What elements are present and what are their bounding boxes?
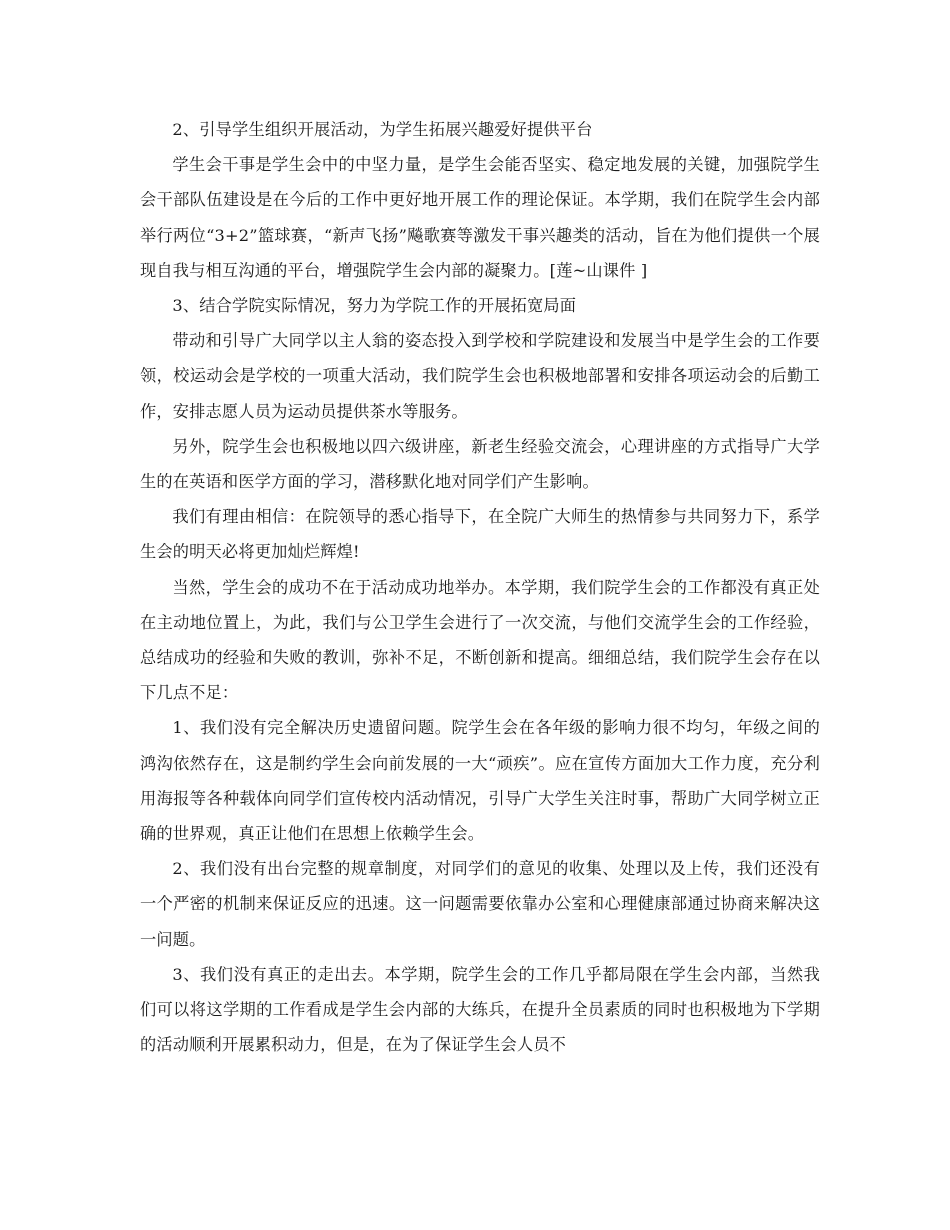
section-heading-2: 2、引导学生组织开展活动，为学生拓展兴趣爱好提供平台 [172,120,593,139]
paragraph-sports-meeting: 带动和引导广大同学以主人翁的姿态投入到学校和学院建设和发展当中是学生会的工作要领，校运动会是学校的一项重大活动，我们院学生会也积极地部署和安排各项运动会的后勤工作，安排志愿人员为运动员提供茶水等服务。 [140,331,820,421]
paragraph-shortcoming-3: 3、我们没有真正的走出去。本学期，院学生会的工作几乎都局限在学生会内部，当然我们可以将这学期的工作看成是学生会内部的大练兵，在提升全员素质的同时也积极地为下学期的活动顺利开展累积动力，但是，在为了保证学生会人员不 [140,964,820,1055]
paragraph-cadre-building: 学生会干事是学生会中的中坚力量，是学生会能否坚实、稳定地发展的关键，加强院学生会干部队伍建设是在今后的工作中更好地开展工作的理论保证。本学期，我们在院学生会内部举行两位“3+2”篮球赛，“新声飞扬”飚歌赛等激发干事兴趣类的活动，旨在为他们提供一个展现自我与相互沟通的平台，增强院学生会内部的凝聚力。[莲~山课件 ] [140,155,820,280]
paragraph-shortcoming-2: 2、我们没有出台完整的规章制度，对同学们的意见的收集、处理以及上传，我们还没有一个严密的机制来保证反应的迅速。这一问题需要依靠办公室和心理健康部通过协商来解决这一问题。 [140,859,820,949]
paragraph-summary: 当然，学生会的成功不在于活动成功地举办。本学期，我们院学生会的工作都没有真正处在主动地位置上，为此，我们与公卫学生会进行了一次交流，与他们交流学生会的工作经验，总结成功的经验和失败的教训，弥补不足，不断创新和提高。细细总结，我们院学生会存在以下几点不足： [140,577,820,703]
paragraph-lectures: 另外，院学生会也积极地以四六级讲座，新老生经验交流会，心理讲座的方式指导广大学生的在英语和医学方面的学习，潜移默化地对同学们产生影响。 [140,436,820,492]
section-heading-3: 3、结合学院实际情况，努力为学院工作的开展拓宽局面 [172,296,577,316]
paragraph-confidence: 我们有理由相信：在院领导的悉心指导下，在全院广大师生的热情参与共同努力下，系学生会的明天必将更加灿烂辉煌! [140,507,820,562]
document-body [140,112,820,1062]
paragraph-shortcoming-1: 1、我们没有完全解决历史遗留问题。院学生会在各年级的影响力很不均匀，年级之间的鸿沟依然存在，这是制约学生会向前发展的一大“顽疾”。应在宣传方面加大工作力度，充分利用海报等各种载体向同学们宣传校内活动情况，引导广大学生关注时事，帮助广大同学树立正确的世界观，真正让他们在思想上依赖学生会。 [140,718,820,844]
